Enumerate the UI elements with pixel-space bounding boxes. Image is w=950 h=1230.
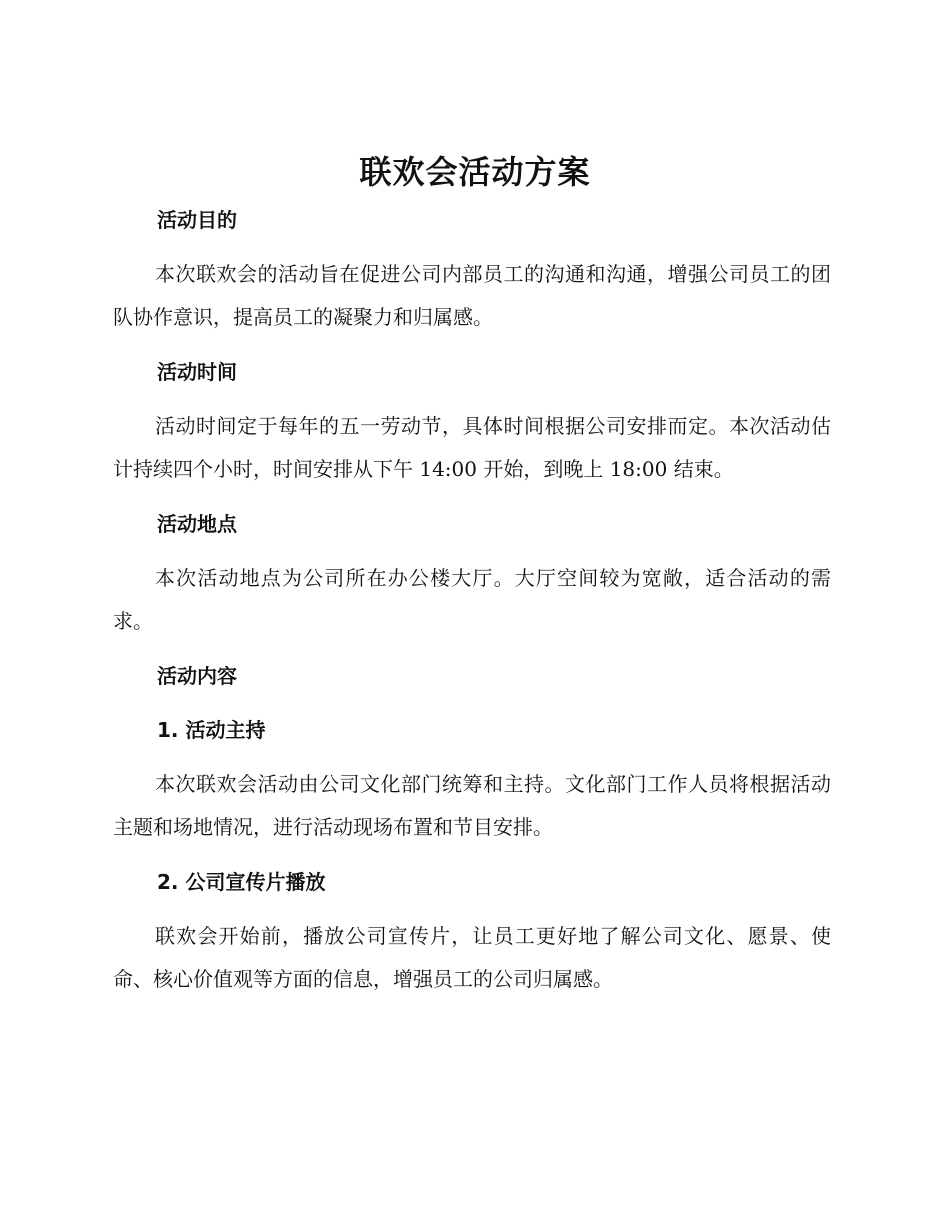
section-body-host: 本次联欢会活动由公司文化部门统筹和主持。文化部门工作人员将根据活动主题和场地情况，进行活动现场布置和节目安排。 <box>113 772 831 839</box>
section-heading-purpose: 活动目的 <box>157 208 237 232</box>
document-title: 联欢会活动方案 <box>359 153 591 191</box>
section-body-time: 活动时间定于每年的五一劳动节，具体时间根据公司安排而定。本次活动估计持续四个小时，时间安排从下午 14:00 开始，到晚上 18:00 结束。 <box>113 414 831 481</box>
section-body-location: 本次活动地点为公司所在办公楼大厅。大厅空间较为宽敞，适合活动的需求。 <box>113 566 831 633</box>
section-heading-location: 活动地点 <box>157 512 237 536</box>
section-heading-content: 活动内容 <box>157 664 237 688</box>
section-heading-host: 1. 活动主持 <box>157 718 266 742</box>
section-heading-promo-video: 2. 公司宣传片播放 <box>157 870 326 894</box>
section-heading-time: 活动时间 <box>157 360 237 384</box>
section-body-promo-video: 联欢会开始前，播放公司宣传片，让员工更好地了解公司文化、愿景、使命、核心价值观等方面的信息，增强员工的公司归属感。 <box>113 924 831 991</box>
section-body-purpose: 本次联欢会的活动旨在促进公司内部员工的沟通和沟通，增强公司员工的团队协作意识，提高员工的凝聚力和归属感。 <box>113 262 831 329</box>
